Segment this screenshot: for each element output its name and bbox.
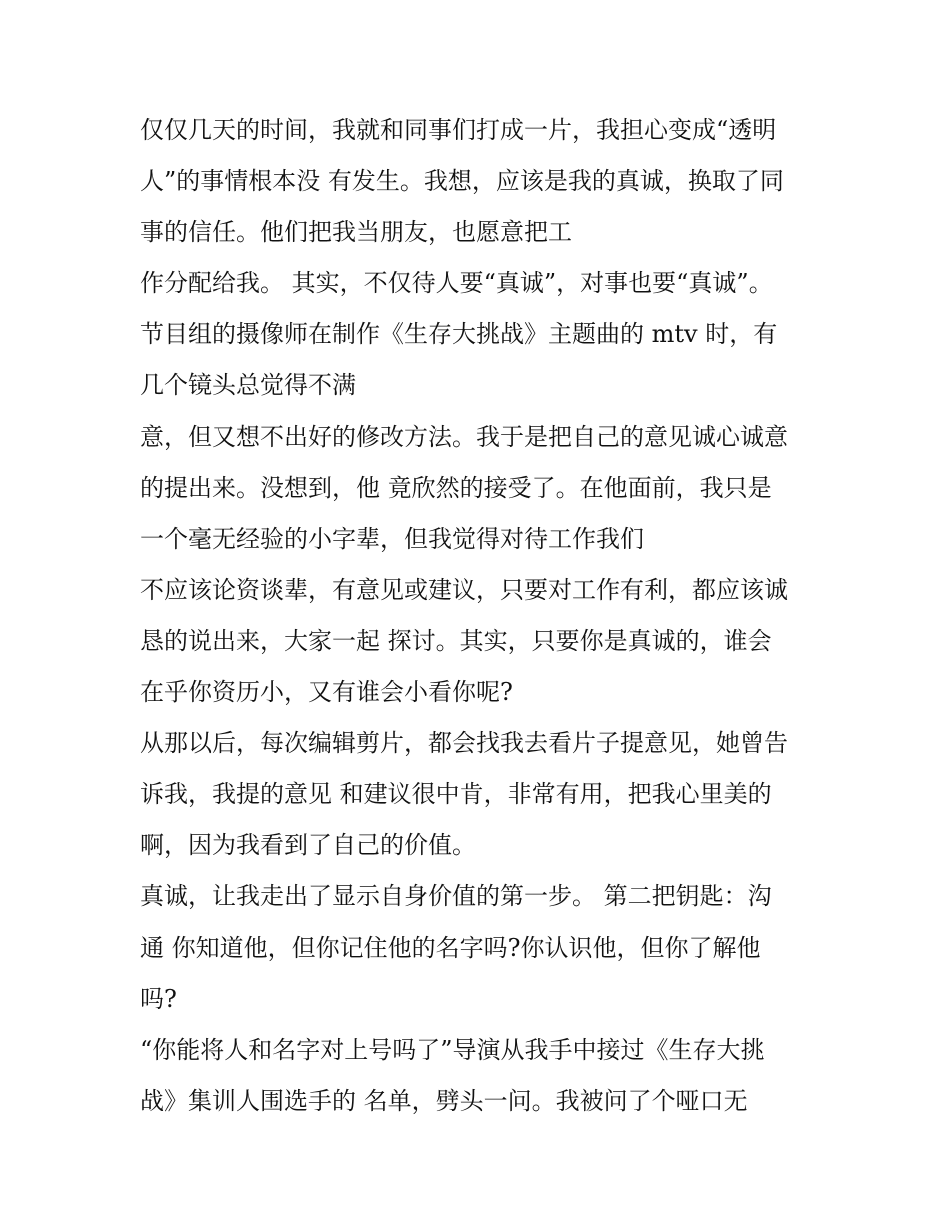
text-line: 节目组的摄像师在制作《生存大挑战》主题曲的 mtv 时，有 [140, 320, 778, 349]
text-line: 不应该论资谈辈，有意见或建议，只要对工作有利，都应该诚 [140, 575, 788, 604]
text-line: 的提出来。没想到，他 竟欣然的接受了。在他面前，我只是 [140, 473, 772, 502]
text-line: 通 你知道他，但你记住他的名字吗?你认识他，但你了解他 [140, 933, 761, 962]
text-line: 诉我，我提的意见 和建议很中肯，非常有用，把我心里美的 [140, 780, 772, 809]
text-line: 吗? [140, 984, 177, 1013]
text-line: 啊，因为我看到了自己的价值。 [140, 831, 476, 860]
text-line: 一个毫无经验的小字辈，但我觉得对待工作我们 [140, 524, 644, 553]
text-line: 战》集训人围选手的 名单，劈头一问。我被问了个哑口无 [140, 1086, 748, 1115]
text-line: 在乎你资历小，又有谁会小看你呢? [140, 678, 513, 707]
text-line: 真诚，让我走出了显示自身价值的第一步。 第二把钥匙：沟 [140, 882, 772, 911]
text-line: 几个镜头总觉得不满 [140, 371, 356, 400]
text-line: 仅仅几天的时间，我就和同事们打成一片，我担心变成“透明 [140, 116, 777, 144]
text-line: 事的信任。他们把我当朋友，也愿意把工 [140, 218, 572, 247]
text-line: 恳的说出来，大家一起 探讨。其实，只要你是真诚的，谁会 [140, 626, 772, 655]
text-line: 从那以后，每次编辑剪片，都会找我去看片子提意见，她曾告 [140, 729, 788, 758]
text-line: “你能将人和名字对上号吗了”导演从我手中接过《生存大挑 [140, 1035, 765, 1064]
text-line: 作分配给我。 其实，不仅待人要“真诚”，对事也要“真诚”。 [140, 269, 773, 298]
body-text [140, 105, 820, 1127]
text-line: 人”的事情根本没 有发生。我想，应该是我的真诚，换取了同 [140, 167, 784, 196]
text-line: 意，但又想不出好的修改方法。我于是把自己的意见诚心诚意 [140, 422, 788, 451]
